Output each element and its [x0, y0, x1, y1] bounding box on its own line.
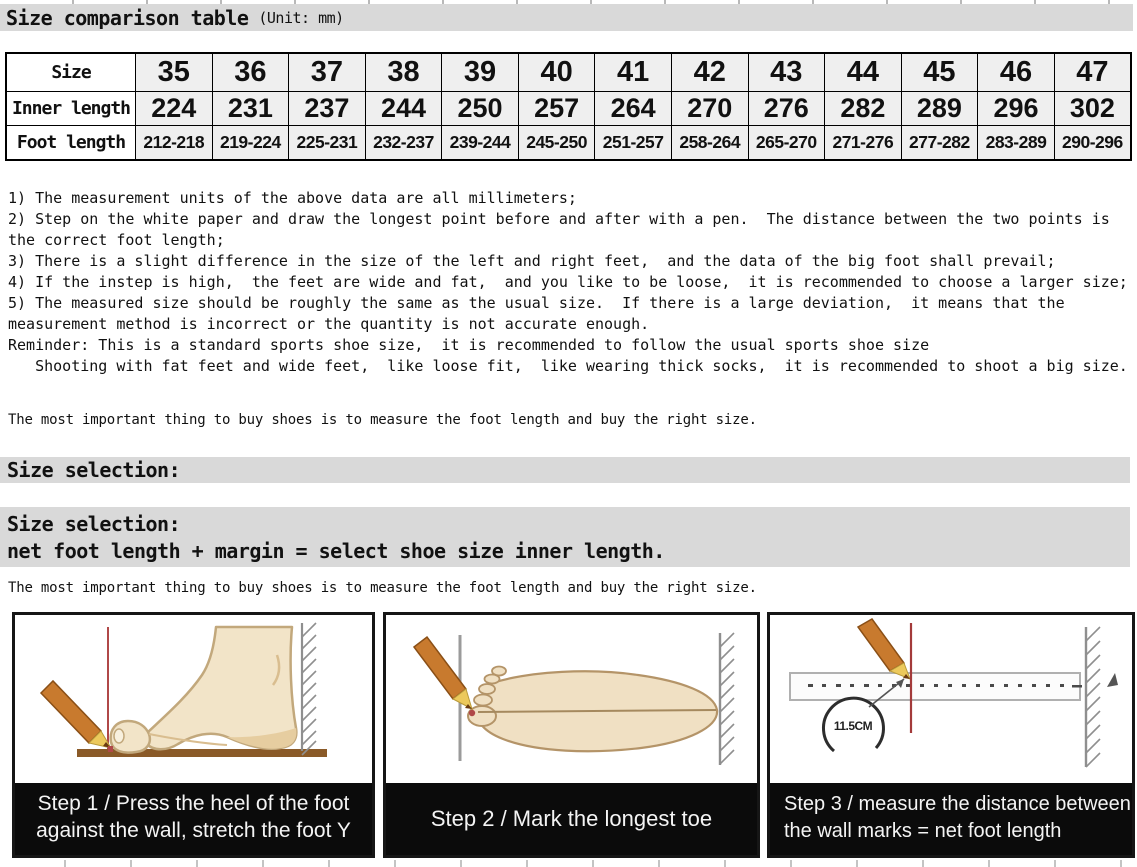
inner-length-cell: 244	[365, 92, 442, 126]
step1-caption-line2: against the wall, stretch the foot Y	[36, 819, 351, 842]
foot-length-cell: 290-296	[1054, 126, 1131, 161]
step1-caption-line1: Step 1 / Press the heel of the foot	[37, 792, 350, 815]
size-cell: 39	[442, 53, 519, 92]
foot-length-cell: 258-264	[671, 126, 748, 161]
inner-length-cell: 276	[748, 92, 825, 126]
note-line: Shooting with fat feet and wide feet, like loose fit, like wearing thick socks, it is recommended to shoot a big size.	[8, 357, 1128, 375]
table-row-size	[6, 53, 1131, 92]
size-cell: 40	[518, 53, 595, 92]
toenail-icon	[114, 729, 124, 743]
foot-length-cell: 232-237	[365, 126, 442, 161]
note-line: the correct foot length;	[8, 231, 225, 249]
step3-ruler-illustration	[770, 615, 1132, 783]
step3-caption-line2: the wall marks = net foot length	[784, 820, 1062, 842]
note-line: 3) There is a slight difference in the size of the left and right feet, and the data of the big foot shall prevail;	[8, 252, 1056, 270]
note-line: 2) Step on the white paper and draw the longest point before and after with a pen. The distance between the two points is	[8, 210, 1110, 228]
pencil-icon	[414, 637, 475, 716]
inner-length-cell: 250	[442, 92, 519, 126]
step3-caption	[770, 783, 1132, 855]
foot-length-cell: 265-270	[748, 126, 825, 161]
step3-caption-line1: Step 3 / measure the distance between	[784, 793, 1131, 815]
inner-length-cell: 231	[212, 92, 289, 126]
step1-caption	[15, 783, 372, 855]
size-cell: 46	[978, 53, 1055, 92]
wall-hatch-icon	[1086, 627, 1100, 767]
foot-length-cell: 283-289	[978, 126, 1055, 161]
size-selection-formula-block	[0, 507, 1130, 567]
size-selection-heading: Size selection:	[7, 458, 181, 482]
note-line: 4) If the instep is high, the feet are wide and fat, and you like to be loose, it is recommended to choose a larger size;	[8, 273, 1128, 291]
pencil-icon	[41, 681, 113, 752]
size-cell: 41	[595, 53, 672, 92]
important-note-1: The most important thing to buy shoes is to measure the foot length and buy the right size.	[8, 412, 757, 428]
important-note-2: The most important thing to buy shoes is to measure the foot length and buy the right size.	[8, 580, 757, 596]
step1-foot-side-illustration	[15, 615, 372, 783]
size-cell: 45	[901, 53, 978, 92]
step2-foot-top-illustration	[386, 615, 757, 783]
note-line: 5) The measured size should be roughly the same as the usual size. If there is a large deviation, it means that the	[8, 294, 1065, 312]
wall-arrow-mark	[1107, 673, 1118, 687]
step1-panel	[12, 612, 375, 858]
wall-hatch-icon	[302, 623, 316, 755]
size-cell: 44	[825, 53, 902, 92]
foot-length-cell: 277-282	[901, 126, 978, 161]
wall-hatch-icon	[720, 633, 734, 765]
table-row-foot-length	[6, 126, 1131, 161]
page-title-unit: (Unit: mm)	[258, 8, 344, 27]
page-title-bar	[0, 4, 1133, 31]
inner-length-cell: 289	[901, 92, 978, 126]
inner-length-cell: 237	[289, 92, 366, 126]
toe-mark	[469, 710, 475, 716]
size-cell: 38	[365, 53, 442, 92]
step2-panel	[383, 612, 760, 858]
step2-caption-line1: Step 2 / Mark the longest toe	[430, 806, 713, 831]
ruler-icon	[790, 673, 1082, 700]
foot-top-icon	[468, 667, 717, 752]
inner-length-cell: 296	[978, 92, 1055, 126]
foot-length-cell: 251-257	[595, 126, 672, 161]
size-cell: 42	[671, 53, 748, 92]
measurement-label: 11.5CM	[833, 719, 873, 733]
row-label-size: Size	[6, 53, 136, 92]
size-cell: 36	[212, 53, 289, 92]
pencil-icon	[858, 619, 910, 679]
size-selection-heading-bar	[0, 457, 1130, 483]
step3-panel	[767, 612, 1135, 858]
floor-bar	[77, 749, 327, 757]
inner-length-cell: 264	[595, 92, 672, 126]
size-cell: 37	[289, 53, 366, 92]
foot-length-cell: 225-231	[289, 126, 366, 161]
foot-length-cell: 245-250	[518, 126, 595, 161]
foot-length-cell: 271-276	[825, 126, 902, 161]
row-label-inner-length: Inner length	[6, 92, 136, 126]
inner-length-cell: 270	[671, 92, 748, 126]
row-label-foot-length: Foot length	[6, 126, 136, 161]
measurement-notes	[8, 188, 1128, 377]
size-comparison-table	[5, 52, 1132, 161]
size-selection-formula: net foot length + margin = select shoe size inner length.	[7, 539, 665, 563]
foot-length-cell: 219-224	[212, 126, 289, 161]
foot-length-cell: 239-244	[442, 126, 519, 161]
inner-length-cell: 282	[825, 92, 902, 126]
table-row-inner-length	[6, 92, 1131, 126]
size-cell: 47	[1054, 53, 1131, 92]
note-line: measurement method is incorrect or the quantity is not accurate enough.	[8, 315, 650, 333]
inner-length-cell: 224	[136, 92, 213, 126]
size-selection-label: Size selection:	[7, 512, 181, 536]
note-line: Reminder: This is a standard sports shoe size, it is recommended to follow the usual sports shoe size	[8, 336, 930, 354]
spreadsheet-grid-ticks-bottom	[0, 860, 1137, 867]
inner-length-cell: 257	[518, 92, 595, 126]
step2-caption	[386, 783, 757, 855]
foot-side-icon	[111, 627, 297, 753]
inner-length-cell: 302	[1054, 92, 1131, 126]
page-title: Size comparison table	[6, 5, 249, 30]
size-cell: 43	[748, 53, 825, 92]
foot-length-cell: 212-218	[136, 126, 213, 161]
note-line: 1) The measurement units of the above data are all millimeters;	[8, 189, 577, 207]
size-cell: 35	[136, 53, 213, 92]
